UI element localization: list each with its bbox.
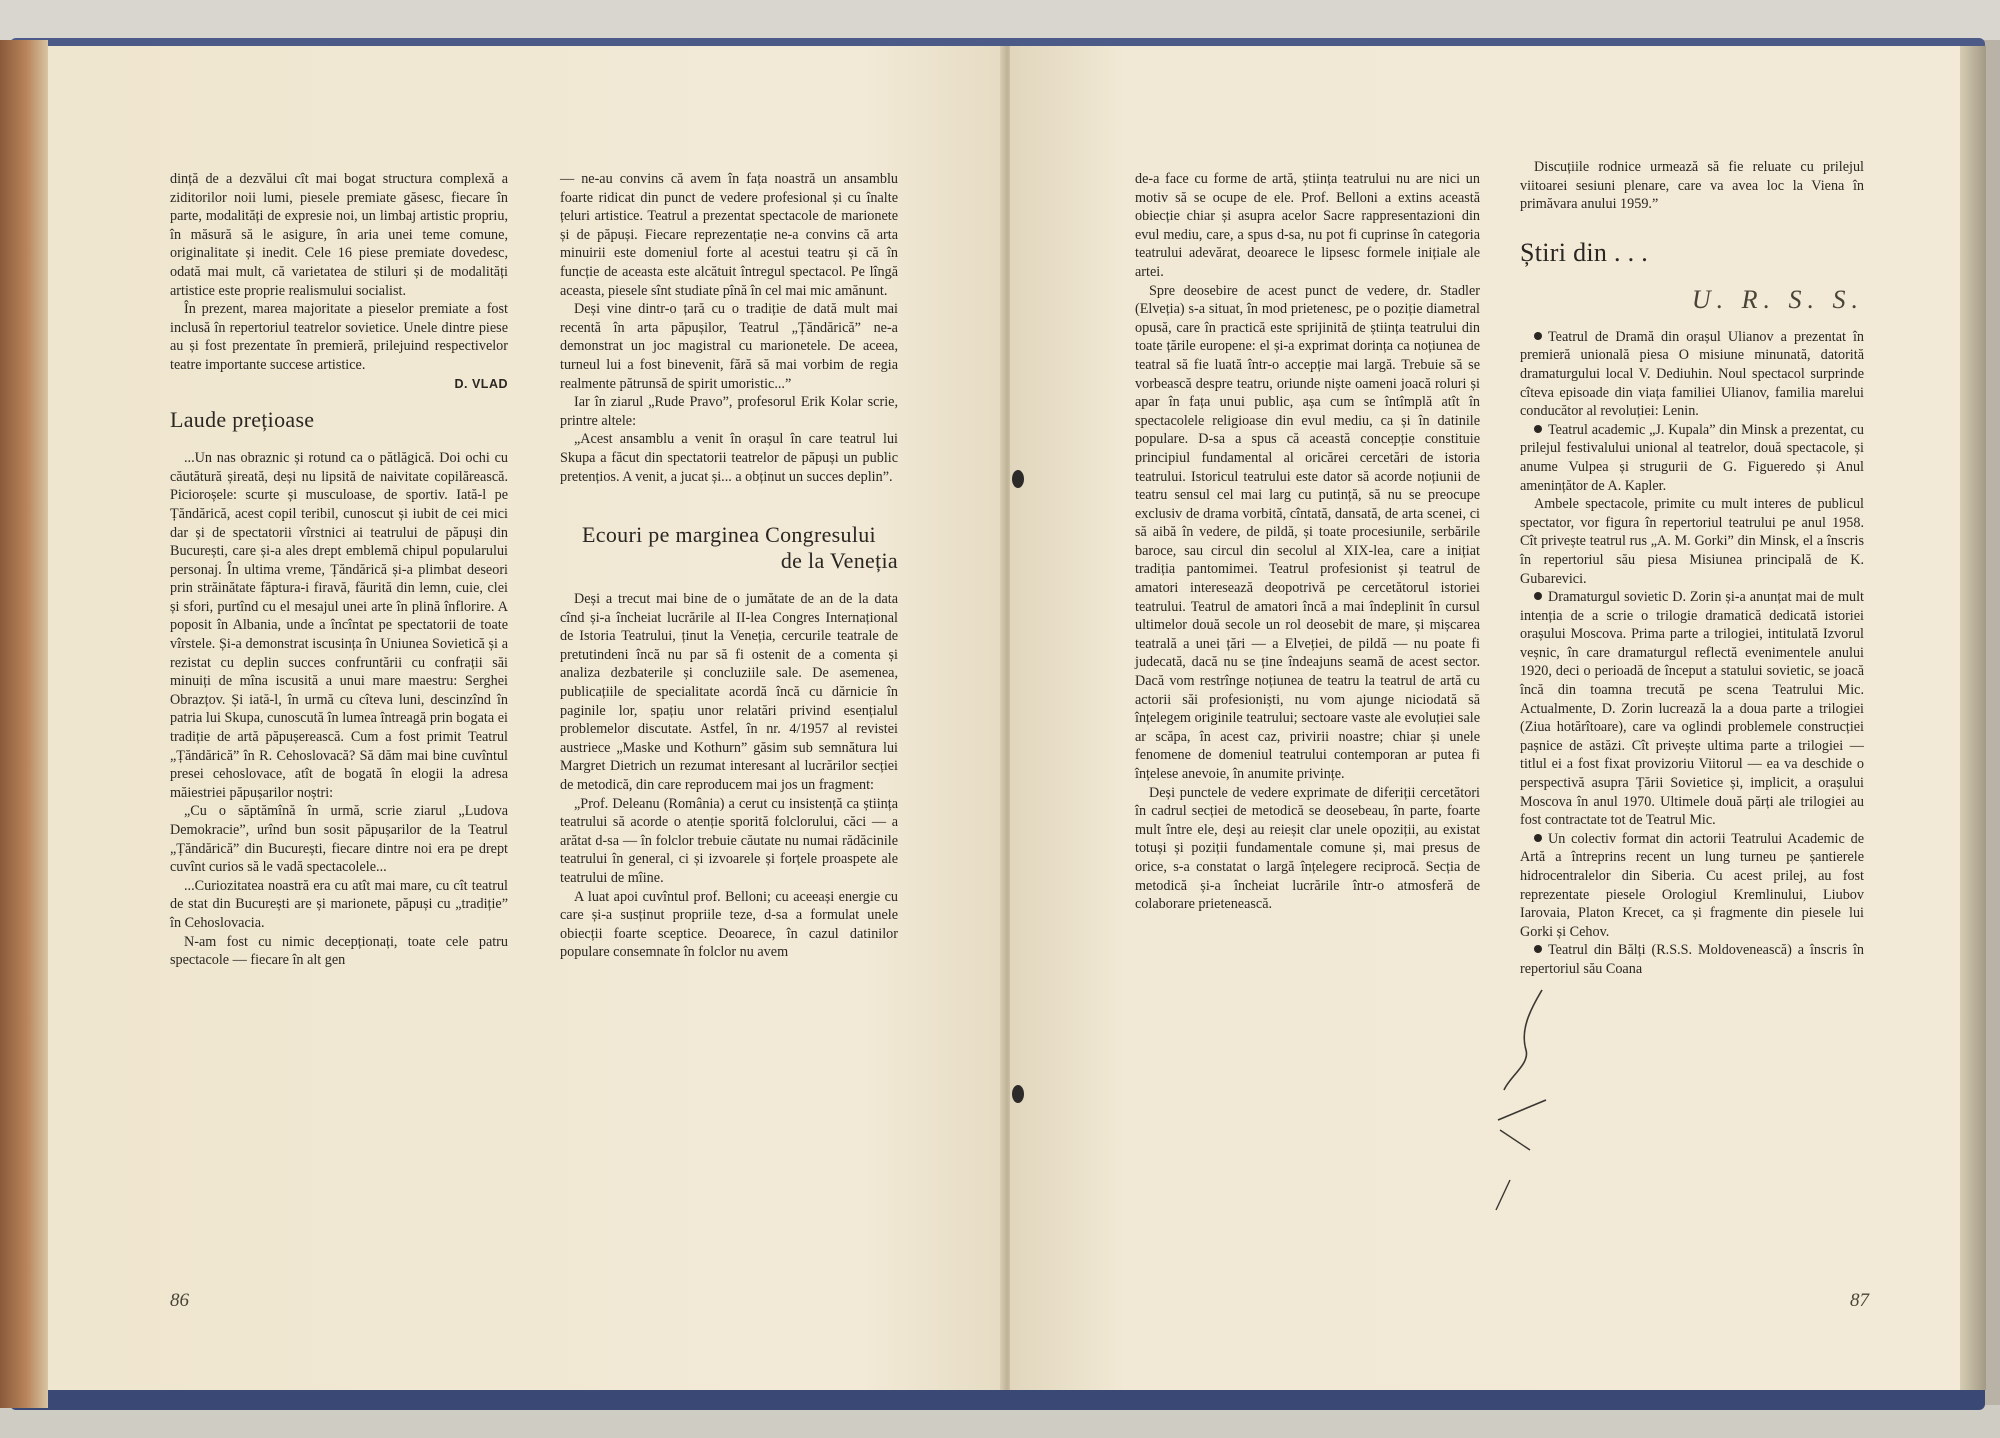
news-item [1520, 941, 1864, 978]
article-heading: Laude prețioase [170, 407, 315, 433]
paragraph: ...Curiozitatea noastră era cu atît mai mare, cu cît teatrul de stat din București are și marionete, păpuși cu „tradiție” în Cehoslovacia. [170, 877, 508, 931]
news-item-text: Un colectiv format din actorii Teatrului Academic de Artă a întreprins recent un lung turneu pe șantierele hidrocentralelor din Siberia. Cu acest prilej, au fost reprezentate piesele Orologiul Kremlinului, Liubov Iarovaia, Platon Krecet, ca și fragmente din piesele lui Gorki și Cehov. [1520, 830, 1864, 940]
author-signature: D. VLAD [454, 376, 508, 391]
news-item [1520, 328, 1864, 421]
bullet-icon [1534, 425, 1542, 433]
news-item [1520, 421, 1864, 495]
left-column-2 [560, 170, 898, 962]
binding-hole [1012, 1085, 1024, 1103]
right-column-1 [1135, 170, 1480, 914]
bullet-icon [1534, 332, 1542, 340]
news-item [1520, 588, 1864, 830]
bullet-icon [1534, 834, 1542, 842]
paragraph: dință de a dezvălui cît mai bogat structura complexă a ziditorilor noii lumi, piesele premiate găsesc, fiecare în parte, modalități de expresie noi, un limbaj artistic propriu, în măsură să le asigure, în aria unei teme comune, originalitate și inedit. Cele 16 piese premiate dovedesc, odată mai mult, că varietatea de stiluri și de modalități artistice este proprie realismului socialist. [170, 171, 508, 299]
heading-line: de la Veneția [780, 548, 898, 574]
paragraph: ...Un nas obraznic și rotund ca o pătlăgică. Doi ochi cu căutătură șireată, deși nu lipsită de naivitate copilărească. Picioroșele: scurte și musculoase, de sportiv. Iată-l pe Țăndărică, acest copil teribil, cunoscut și iubit de cei mici dar și de spectatorii vîrstnici ai teatrului de păpuși din București, care și-a ales drept emblemă chipul popularului personaj. În ultima vreme, Țăndărică și-a plimbat deseori prin străinătate făptura-i firavă, făurită din lemn, cuie, clei și sfori, purtînd cu el mesajul unei arte în plină înflorire. A poposit în Albania, unde a încîntat pe spectatorii de toate vîrstele. Și-a demonstrat iscusința în Uniunea Sovietică și a rezistat cu deplin succes confruntării cu confrații săi minuiți de mîna iscusită a unui mare maestru: Serghei Obrazțov. Și iată-l, în urmă cu cîteva luni, descinzînd în patria lui Skupa, cunoscută în lumea întreagă prin bogata ei tradiție de artă păpușerească. Cum a fost primit Teatrul „Țăndărică” în R. Cehoslovacă? Să dăm mai bine cuvîntul presei cehoslovace, atît de bogată în elogii la adresa măiestriei păpușarilor noștri: [170, 450, 508, 801]
paragraph: Ambele spectacole, primite cu mult interes de publicul spectator, vor figura în repertoriul teatrului pe anul 1958. Cît privește teatrul rus „A. M. Gorki” din Minsk, el a înscris în repertoriul său piesa Misiunea principală de K. Gubarevici. [1520, 496, 1864, 587]
book-spine-edge [0, 40, 48, 1408]
paragraph: Spre deosebire de acest punct de vedere, dr. Stadler (Elveția) s-a situat, în mod prietenesc, pe o poziție diametral opusă, care în practică este sprijinită de știința teatrului din toate țările europene: el și-a exprimat dorința ca noțiunea de teatral să fie luată într-o accepție mai largă. Trebuie să se vorbească despre teatru, oriunde niște oameni joacă roluri și apar în fața unui public, așa cum se întîmplă atît în spectacolele religioase din evul mediu, ca și în datinile populare. D-sa a spus că această concepție constituie principiul fundamental al oricărei cercetări de istoria teatrului. Istoricul teatrului este dator să acorde noțiunii de teatru sensul cel mai larg cu putință, să nu se preocupe exclusiv de drama vorbită, cîntată, dansată, de arta scenei, ci să aibă în vedere, de pildă, și toate procesiunile, serbările baroce, sau circul din secolul al XIX-lea, care a inițiat tradiția pantomimei. Teatrul profesionist și teatrul de amatori interesează deopotrivă pe cercetătorul istoriei teatrului. Teatrul de amatori încă a mai îndeplinit în cursul ultimelor două secole un rol deosebit de mare, și mișcarea teatrală a unei țări — a Elveției, de pildă — nu poate fi judecată, dacă nu se ține îndeajuns seamă de acest sector. Dacă vom restrînge noțiunea de teatru la teatrul de artă cu actorii săi profesioniști, nu vom ajunge niciodată să înțelegem originile teatrului; sectoare vaste ale evoluției sale ar scăpa, în acest caz, privirii noastre; chiar și unele fenomene de domeniul teatrului contemporan ar putea fi înțelese anevoie, în anumite privințe. [1135, 282, 1480, 782]
news-item-text: Teatrul academic „J. Kupala” din Minsk a prezentat, cu prilejul festivalului unional al teatrelor, două spectacole, și anume Vulpea și strugurii de G. Figueredo și Anul amenințător de A. Kapler. [1520, 421, 1864, 494]
paragraph: În prezent, marea majoritate a pieselor premiate a fost inclusă în repertoriul teatrelor sovietice. Unele dintre piese au și fost prezentate în premieră, prilejuind respectivelor teatre importante succese artistice. [170, 301, 508, 373]
news-item [1520, 830, 1864, 942]
page-number: 86 [170, 1290, 189, 1311]
page-number: 87 [1850, 1290, 1869, 1311]
right-column-2 [1520, 158, 1864, 979]
paragraph: „Prof. Deleanu (România) a cerut cu insistență ca știința teatrului să acorde o atenție sporită folclorului, căci — a arătat d-sa — în folclor trebuie căutate nu numai rădăcinile teatrului în general, ci și izvoarele și forțele proaspete ale teatrului de mîine. [560, 795, 898, 886]
bullet-icon [1534, 592, 1542, 600]
paragraph: Discuțiile rodnice urmează să fie reluate cu prilejul viitoarei sesiuni plenare, care va avea loc la Viena în primăvara anului 1959.” [1520, 159, 1864, 213]
paragraph: Deși vine dintr-o țară cu o tradiție de dată mult mai recentă în arta păpușilor, Teatrul „Țăndărică” ne-a demonstrat un joc magistral cu marionetele. De aceea, turneul lui a fost binevenit, fără să mai vorbim de regia realmente pătrunsă de spirit umoristic...” [560, 301, 898, 392]
paragraph: Deși punctele de vedere exprimate de diferiții cercetători în cadrul secției de metodică se deosebeau, în parte, foarte mult între ele, deși au reieșit clar unele opoziții, au existat totuși și poziții fundamentale comune și, mai presus de orice, s-a constatat o largă înțelegere reciprocă. Secția de metodică și-a încheiat lucrările într-o atmosferă de colaborare prietenească. [1135, 784, 1480, 913]
pencil-mark-icon [1490, 980, 1550, 1220]
news-item-text: Teatrul de Dramă din orașul Ulianov a prezentat în premieră unională piesa O misiune minunată, datorită dramaturgului local V. Dediuhin. Noul spectacol surprinde cîteva episoade din viața familiei Ulianov, familia marelui conducător al revoluției: Lenin. [1520, 328, 1864, 420]
paragraph: de-a face cu forme de artă, știința teatrului nu are nici un motiv să se ocupe de ele. Prof. Belloni a extins această obiecție chiar și asupra acelor Sacre rappresentazioni din evul mediu, care, a spus d-sa, nu pot fi cuprinse în categoria teatrului adevărat, deoarece le lipsesc formele inițiale ale artei. [1135, 171, 1480, 280]
paragraph: Deși a trecut mai bine de o jumătate de an de la data cînd și-a încheiat lucrările al II-lea Congres Internațional de Istoria Teatrului, ținut la Veneția, cercurile teatrale de pretutindeni încă nu par să fi ostenit de a comenta și analiza dezbaterile și concluziile sale. De asemenea, publicațiile de specialitate acordă încă cu dărnicie în paginile lor, spațiu unor relatări privind esențialul problemelor discutate. Astfel, în nr. 4/1957 al revistei austriece „Maske und Kothurn” găsim sub semnătura lui Margret Dietrich un rezumat interesant al lucrărilor secției de metodică, din care reproducem mai jos un fragment: [560, 591, 898, 794]
left-column-1 [170, 170, 508, 970]
paragraph: Iar în ziarul „Rude Pravo”, profesorul Erik Kolar scrie, printre altele: [560, 394, 898, 429]
news-item-text: Teatrul din Bălți (R.S.S. Moldovenească) a înscris în repertoriul său Coana [1520, 942, 1864, 977]
paragraph: — ne-au convins că avem în fața noastră un ansamblu foarte ridicat din punct de vedere profesional și cu înalte țeluri artistice. Teatrul a prezentat spectacole de marionete și de păpuși. Fiecare reprezentație ne-a convins că arta minuirii este domeniul forte al acestui teatru și că în funcție de aceasta este alcătuit întregul spectacol. Pe lîngă aceasta, piesele sînt studiate pînă în cel mai mic amănunt. [560, 171, 898, 299]
paragraph: A luat apoi cuvîntul prof. Belloni; cu aceeași energie cu care și-a susținut propriile teze, d-sa a formulat unele obiecții foarte sceptice. Deoarece, în cazul datinilor populare consemnate în folclor nu avem [560, 888, 898, 961]
section-heading: Știri din . . . [1520, 237, 1649, 267]
article-heading [560, 522, 898, 574]
binding-hole [1012, 470, 1024, 488]
scan-background-top [0, 0, 2000, 40]
paragraph: „Acest ansamblu a venit în orașul în care teatrul lui Skupa a făcut din spectatorii teatrelor de păpuși un public pretențios. A venit, a jucat și... a obținut un succes deplin”. [560, 431, 898, 485]
news-item-text: Dramaturgul sovietic D. Zorin și-a anunțat mai de mult intenția de a scrie o trilogie dramatică dedicată istoriei orașului Moscova. Prima parte a trilogiei, intitulată Izvorul veșnic, în care dramaturgul reflectă evenimentele anului 1920, deci o perioadă de început a statului sovietic, se joacă încă din toamna trecută pe scena Teatrului Mic. Actualmente, D. Zorin lucrează la a doua parte a trilogiei (Ziua hotărîtoare), care va oglindi problemele construcției pașnice de astăzi. Cît privește ultima parte a trilogiei — titlul ei a fost fixat provizoriu Viitorul — ea va deschide o perspectivă asupra Țării Sovietice și, implicit, a orașului Moscova în anul 1970. Ultimele două părți ale trilogiei au fost contractate tot de Teatrul Mic. [1520, 589, 1864, 829]
bullet-icon [1534, 945, 1542, 953]
paragraph: „Cu o săptămînă în urmă, scrie ziarul „Ludova Demokracie”, urînd bun sosit păpușarilor de la Teatrul „Țăndărică” din București, fiecare dintre noi era pe drept cuvînt curios să le vadă spectacolele... [170, 803, 508, 876]
region-heading: U. R. S. S. [1691, 284, 1864, 314]
page-edge-right [1960, 46, 1986, 1390]
heading-line: Ecouri pe marginea Congresului [582, 522, 876, 548]
paragraph: N-am fost cu nimic decepționați, toate cele patru spectacole — fiecare în alt gen [170, 933, 508, 969]
